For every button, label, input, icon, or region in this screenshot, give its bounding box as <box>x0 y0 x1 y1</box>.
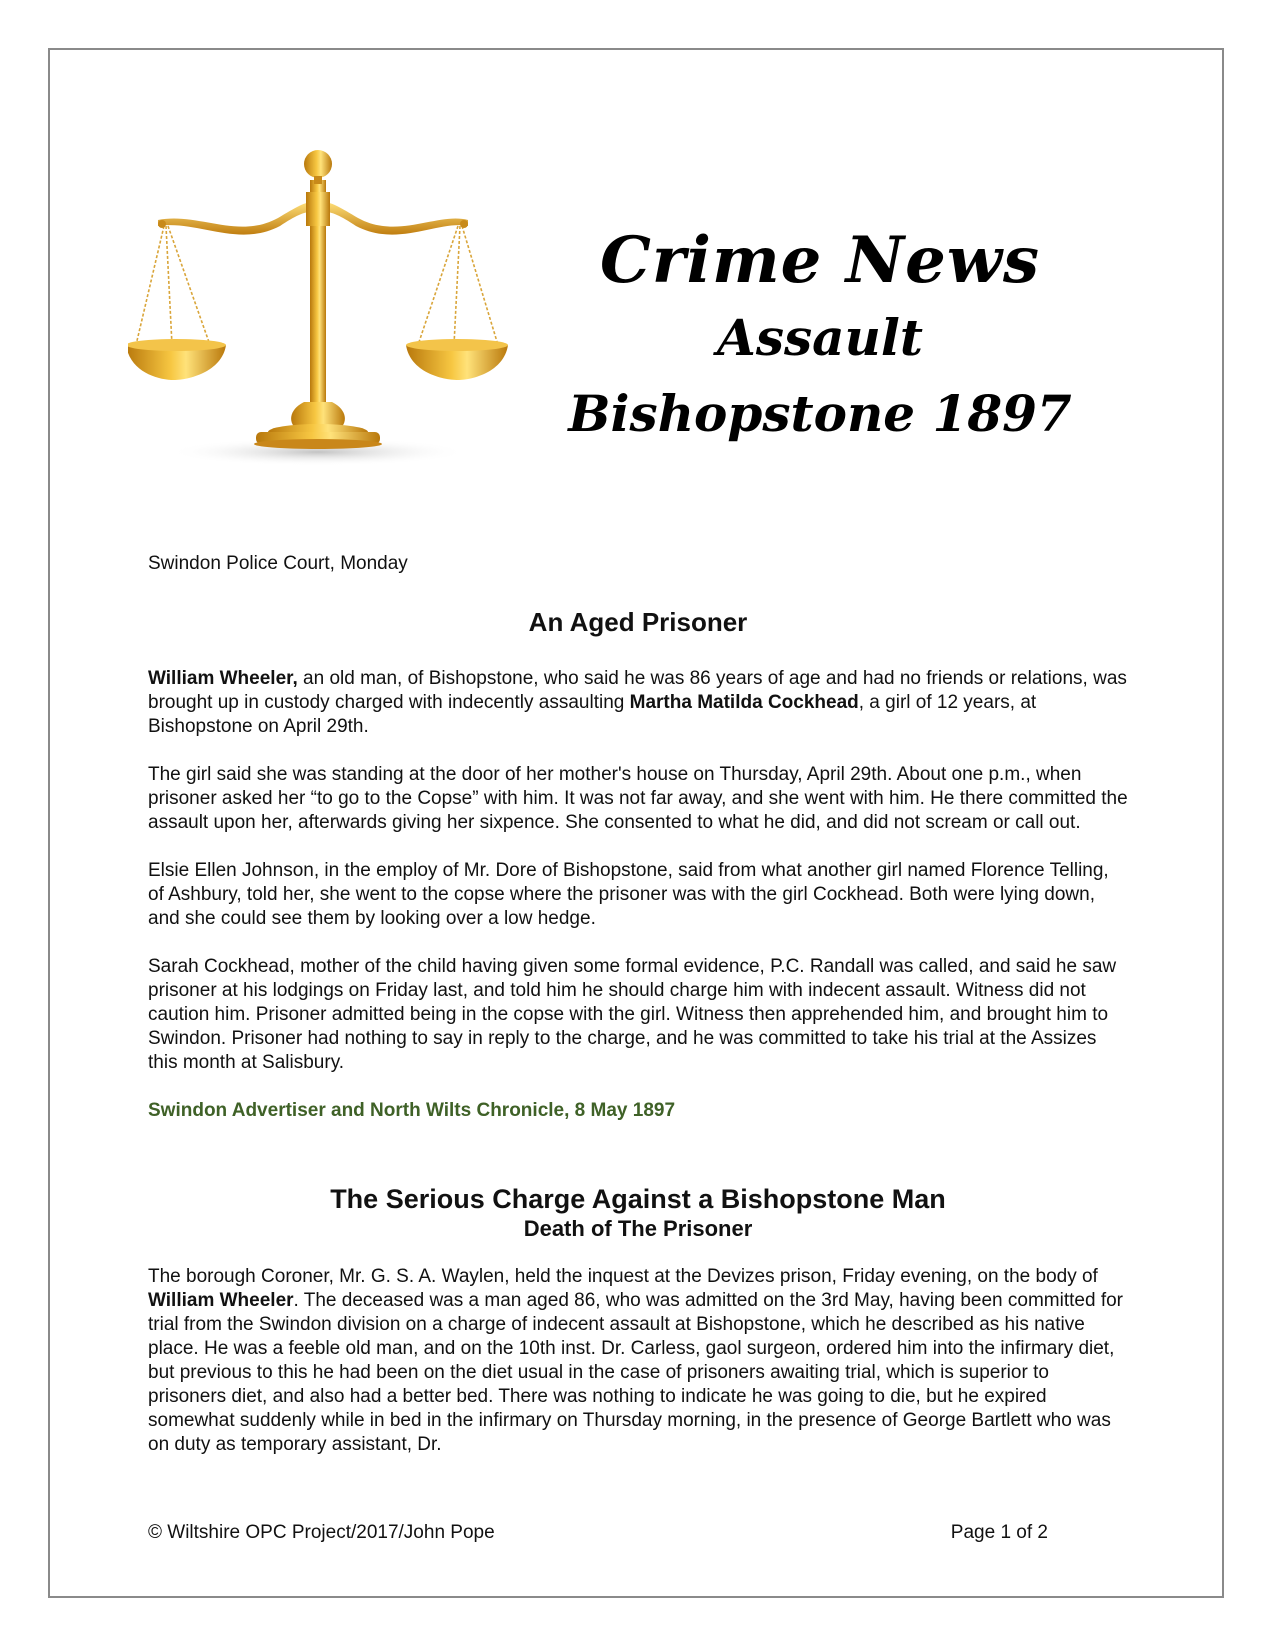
page-subtitle: Assault <box>717 308 923 367</box>
article2-heading: The Serious Charge Against a Bishopstone Man <box>330 1184 946 1214</box>
article2-subheading: Death of The Prisoner <box>523 1216 753 1241</box>
article1-paragraph <box>148 763 1128 835</box>
scales-of-justice-icon <box>128 140 508 470</box>
paragraph-text: The girl said she was standing at the door of her mother's house on Thursday, April 29th. About one p.m., when prisoner asked her “to go to the Copse” with him. It was not far away, and she went with him. He there committed the assault upon her, afterwards giving her sixpence. She consented to what he did, and did not scream or call out. <box>148 764 1128 833</box>
title-block <box>560 222 1080 452</box>
article2-paragraph <box>148 1265 1128 1457</box>
bold-name: William Wheeler <box>148 1290 294 1311</box>
bold-name: Martha Matilda Cockhead <box>629 692 859 713</box>
paragraph-text: an old man, of Bishopstone, who said he was 86 years of age and had no friends or relations, was brought up in custody charged with indecently assaulting <box>148 668 1127 713</box>
dateline: Swindon Police Court, Monday <box>148 553 408 574</box>
paragraph-text: . The deceased was a man aged 86, who was admitted on the 3rd May, having been committed for trial from the Swindon division on a charge of indecent assault at Bishopstone, which he described as his native place. He was a feeble old man, and on the 10th inst. Dr. Carless, gaol surgeon, ordered him into the infirmary diet, but previous to this he had been on the diet usual in the case of prisoners awaiting trial, which is superior to prisoners diet, and also had a better bed. There was nothing to indicate he was going to die, but he expired somewhat suddenly while in bed in the infirmary on Thursday morning, in the presence of George Bartlett who was on duty as temporary assistant, Dr. <box>148 1290 1123 1455</box>
article1-paragraph <box>148 859 1128 931</box>
article2-body <box>148 1265 1128 1457</box>
page-title: Crime News <box>599 223 1041 298</box>
footer-copyright: © Wiltshire OPC Project/2017/John Pope <box>148 1522 495 1543</box>
article1-paragraph <box>148 955 1128 1075</box>
article1-paragraph <box>148 667 1128 739</box>
page-subtitle-place-year: Bishopstone 1897 <box>568 384 1072 443</box>
paragraph-text: , a girl of 12 years, at Bishopstone on April 29th. <box>148 692 1037 737</box>
article1-body <box>148 667 1128 1075</box>
paragraph-text: Elsie Ellen Johnson, in the employ of Mr. Dore of Bishopstone, said from what another girl named Florence Telling, of Ashbury, told her, she went to the copse where the prisoner was with the girl Cockhead. Both were lying down, and she could see them by looking over a low hedge. <box>148 860 1109 929</box>
footer-page-number: Page 1 of 2 <box>950 1522 1048 1543</box>
bold-name: William Wheeler, <box>148 668 298 689</box>
article1-heading: An Aged Prisoner <box>528 607 748 637</box>
paragraph-text: The borough Coroner, Mr. G. S. A. Waylen, held the inquest at the Devizes prison, Friday evening, on the body of <box>148 1266 1098 1287</box>
paragraph-text: Sarah Cockhead, mother of the child having given some formal evidence, P.C. Randall was called, and said he saw prisoner at his lodgings on Friday last, and told him he should charge him with indecent assault. Witness did not caution him. Prisoner admitted being in the copse with the girl. Witness then apprehended him, and brought him to Swindon. Prisoner had nothing to say in reply to the charge, and he was committed to take his trial at the Assizes this month at Salisbury. <box>148 956 1117 1073</box>
article-content <box>148 552 1128 1481</box>
article1-source: Swindon Advertiser and North Wilts Chronicle, 8 May 1897 <box>148 1100 676 1121</box>
